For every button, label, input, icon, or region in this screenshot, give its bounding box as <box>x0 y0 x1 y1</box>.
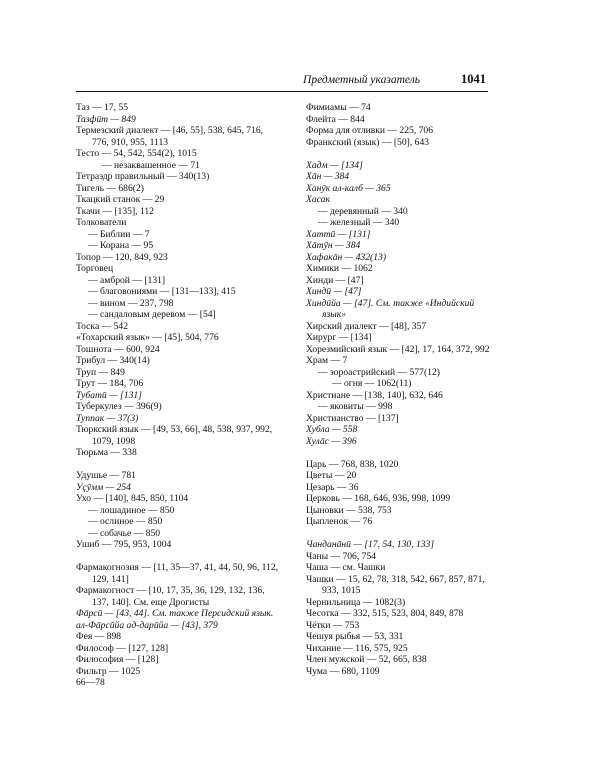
index-entry: Туберкулез — 396(9) <box>76 401 162 412</box>
index-subentry: — вином — 237, 798 <box>88 297 174 309</box>
index-subentry: — огня — 1062(11) <box>332 378 412 389</box>
index-entry: Тубатӣ — [131] <box>76 389 142 401</box>
index-entry: Ханӯк ал-калб — 365 <box>306 182 391 194</box>
index-entry: Хирург — [134] <box>306 332 372 343</box>
index-entry: Цветы — 20 <box>306 470 357 481</box>
index-entry: Ухо — [140], 845, 850, 1104 <box>76 493 189 504</box>
index-entry: Таз — 17, 55 <box>76 102 129 113</box>
index-entry: Тигель — 686(2) <box>76 182 144 194</box>
index-entry: Царь — 768, 838, 1020 <box>306 458 399 470</box>
index-entry: Чанданāнӣ — [17, 54, 130, 133] <box>306 539 435 550</box>
index-entry: Ушиб — 795, 953, 1004 <box>76 539 172 550</box>
index-entry: Химики — 1062 <box>306 263 373 274</box>
index-entry: Удушье — 781 <box>76 470 136 481</box>
index-subentry: — Библии — 7 <box>88 228 150 240</box>
index-entry: Фимиамы — 74 <box>306 102 371 113</box>
index-entry: Ткацкий станок — 29 <box>76 194 165 205</box>
index-subentry: — благовониями — [131—133], 415 <box>88 286 236 297</box>
index-entry: Чаша — см. Чашки <box>306 562 386 573</box>
index-section-gap <box>306 148 498 160</box>
index-subentry: — незаквашенное — 71 <box>102 159 200 171</box>
index-entry: Тюрьма — 338 <box>76 447 137 458</box>
index-entry: Цыпленок — 76 <box>306 516 373 527</box>
index-entry: Фармакогност — [10, 17, 35, 36, 129, 132, 136, 137, 140]. См. еще Дрогисты <box>76 585 265 608</box>
index-entry: Хулāс — 396 <box>306 435 357 447</box>
index-column-left <box>76 102 282 689</box>
index-entry: Толкователи <box>76 217 127 228</box>
index-subentry: — деревянный — 340 <box>318 205 408 217</box>
index-entry: Цыновки — 538, 753 <box>306 504 392 516</box>
index-subentry: — ослиное — 850 <box>88 516 163 527</box>
index-subentry: — железный — 340 <box>318 217 400 228</box>
index-entry: Термезский диалект — [46, 55], 538, 645, 716, 776, 910, 955, 1113 <box>76 125 264 148</box>
index-entry: Тетраэдр правильный — 340(13) <box>76 171 210 182</box>
index-entry: Христиане — [138, 140], 632, 646 <box>306 389 443 401</box>
index-entry: Чашки — 15, 62, 78, 318, 542, 667, 857, 871, 933, 1015 <box>306 573 485 596</box>
index-entry: Хубла — 558 <box>306 424 358 435</box>
index-entry: Хафакāн — 432(13) <box>306 251 387 263</box>
index-entry: Уҫӯмм — 254 <box>76 481 131 493</box>
index-entry: Тесто — 54, 542, 554(2), 1015 <box>76 148 197 159</box>
index-entry: Философия — [128] <box>76 654 159 665</box>
index-entry: Фармакогнозия — [11, 35—37, 41, 44, 50, 96, 112, 129, 141] <box>76 562 279 585</box>
index-entry: Трибул — 340(14) <box>76 355 150 366</box>
index-entry: Хасак <box>306 194 330 205</box>
index-entry: Тазфӣт — 849 <box>76 113 136 125</box>
index-entry: Чесотка — 332, 515, 523, 804, 849, 878 <box>306 608 464 619</box>
index-entry: Хинди — [47] <box>306 274 364 286</box>
index-section-gap <box>306 447 498 459</box>
index-entry: Храм — 7 <box>306 355 348 366</box>
index-entry: Чешуя рыбья — 53, 331 <box>306 631 404 642</box>
index-entry: Фея — 898 <box>76 631 122 642</box>
index-entry: Хиндӣ — [47] <box>306 286 362 297</box>
index-entry: Франкский (язык) — [50], 643 <box>306 136 430 148</box>
index-subentry: — собачье — 850 <box>88 527 161 539</box>
index-entry: Хадм — [134] <box>306 159 363 171</box>
index-entry: Чётки — 753 <box>306 619 360 631</box>
index-entry: Чихание — 116, 575, 925 <box>306 642 408 654</box>
index-entry: Член мужской — 52, 665, 838 <box>306 654 427 665</box>
index-entry: Форма для отливки — 225, 706 <box>306 125 434 136</box>
index-entry: Флейта — 844 <box>306 113 365 125</box>
index-entry: Чаны — 706, 754 <box>306 550 377 562</box>
index-subentry: — лошадиное — 850 <box>88 504 175 516</box>
index-entry: Философ — [127, 128] <box>76 642 169 654</box>
running-title: Предметный указатель <box>303 74 420 86</box>
index-entry: Хиндӣйа — [47]. См. также «Индийский язык» <box>306 297 475 320</box>
index-entry: Хāн — 384 <box>306 171 350 182</box>
index-section-gap <box>76 459 282 471</box>
index-entry: Трут — 184, 706 <box>76 378 144 389</box>
index-entry: Церковь — 168, 646, 936, 998, 1099 <box>306 493 451 504</box>
index-entry: Хирский диалект — [48], 357 <box>306 320 427 332</box>
index-entry: Тоска — 542 <box>76 320 128 332</box>
index-entry: Цезарь — 36 <box>306 481 359 493</box>
index-entry: Тюркский язык — [49, 53, 66], 48, 538, 937, 992, 1079, 1098 <box>76 424 273 447</box>
page-number: 1041 <box>461 72 486 86</box>
running-header <box>76 73 488 92</box>
index-entry: Фāрсӣ — [43, 44]. См. также Персидский язык. <box>76 608 274 619</box>
index-entry: Тошнота — 600, 924 <box>76 343 160 355</box>
index-column-right <box>306 102 498 677</box>
index-entry: ал-Фāрсӣйа ад-дарӣйа — [43], 379 <box>76 619 218 631</box>
index-entry: «Тохарский язык» — [45], 504, 776 <box>76 332 219 343</box>
index-entry: Христианство — [137] <box>306 412 399 424</box>
index-section-gap <box>306 528 498 540</box>
index-entry: Топор — 120, 849, 923 <box>76 251 168 263</box>
index-subentry: — Корана — 95 <box>88 240 154 251</box>
index-subentry: — зороастрийский — 577(12) <box>318 366 440 378</box>
index-entry: Торговец <box>76 263 114 274</box>
index-subentry: — амброй — [131] <box>88 274 166 286</box>
index-entry: Труп — 849 <box>76 366 125 378</box>
index-entry: Хāтӯн — 384 <box>306 240 361 251</box>
index-section-gap <box>76 551 282 563</box>
index-entry: Ткачи — [135], 112 <box>76 205 154 217</box>
index-entry: Хаттӣ — [131] <box>306 228 371 240</box>
index-entry: Чума — 680, 1109 <box>306 665 380 677</box>
printer-signature: 66—78 <box>76 677 105 688</box>
index-subentry: — сандаловым деревом — [54] <box>88 309 216 320</box>
index-entry: Чернильница — 1082(3) <box>306 596 406 608</box>
index-entry: Туппак — 37(3) <box>76 412 139 424</box>
index-entry: Хорезмийский язык — [42], 17, 164, 372, 992 <box>306 343 490 355</box>
index-entry: Фильтр — 1025 <box>76 665 141 677</box>
index-subentry: — яковиты — 998 <box>318 401 393 412</box>
